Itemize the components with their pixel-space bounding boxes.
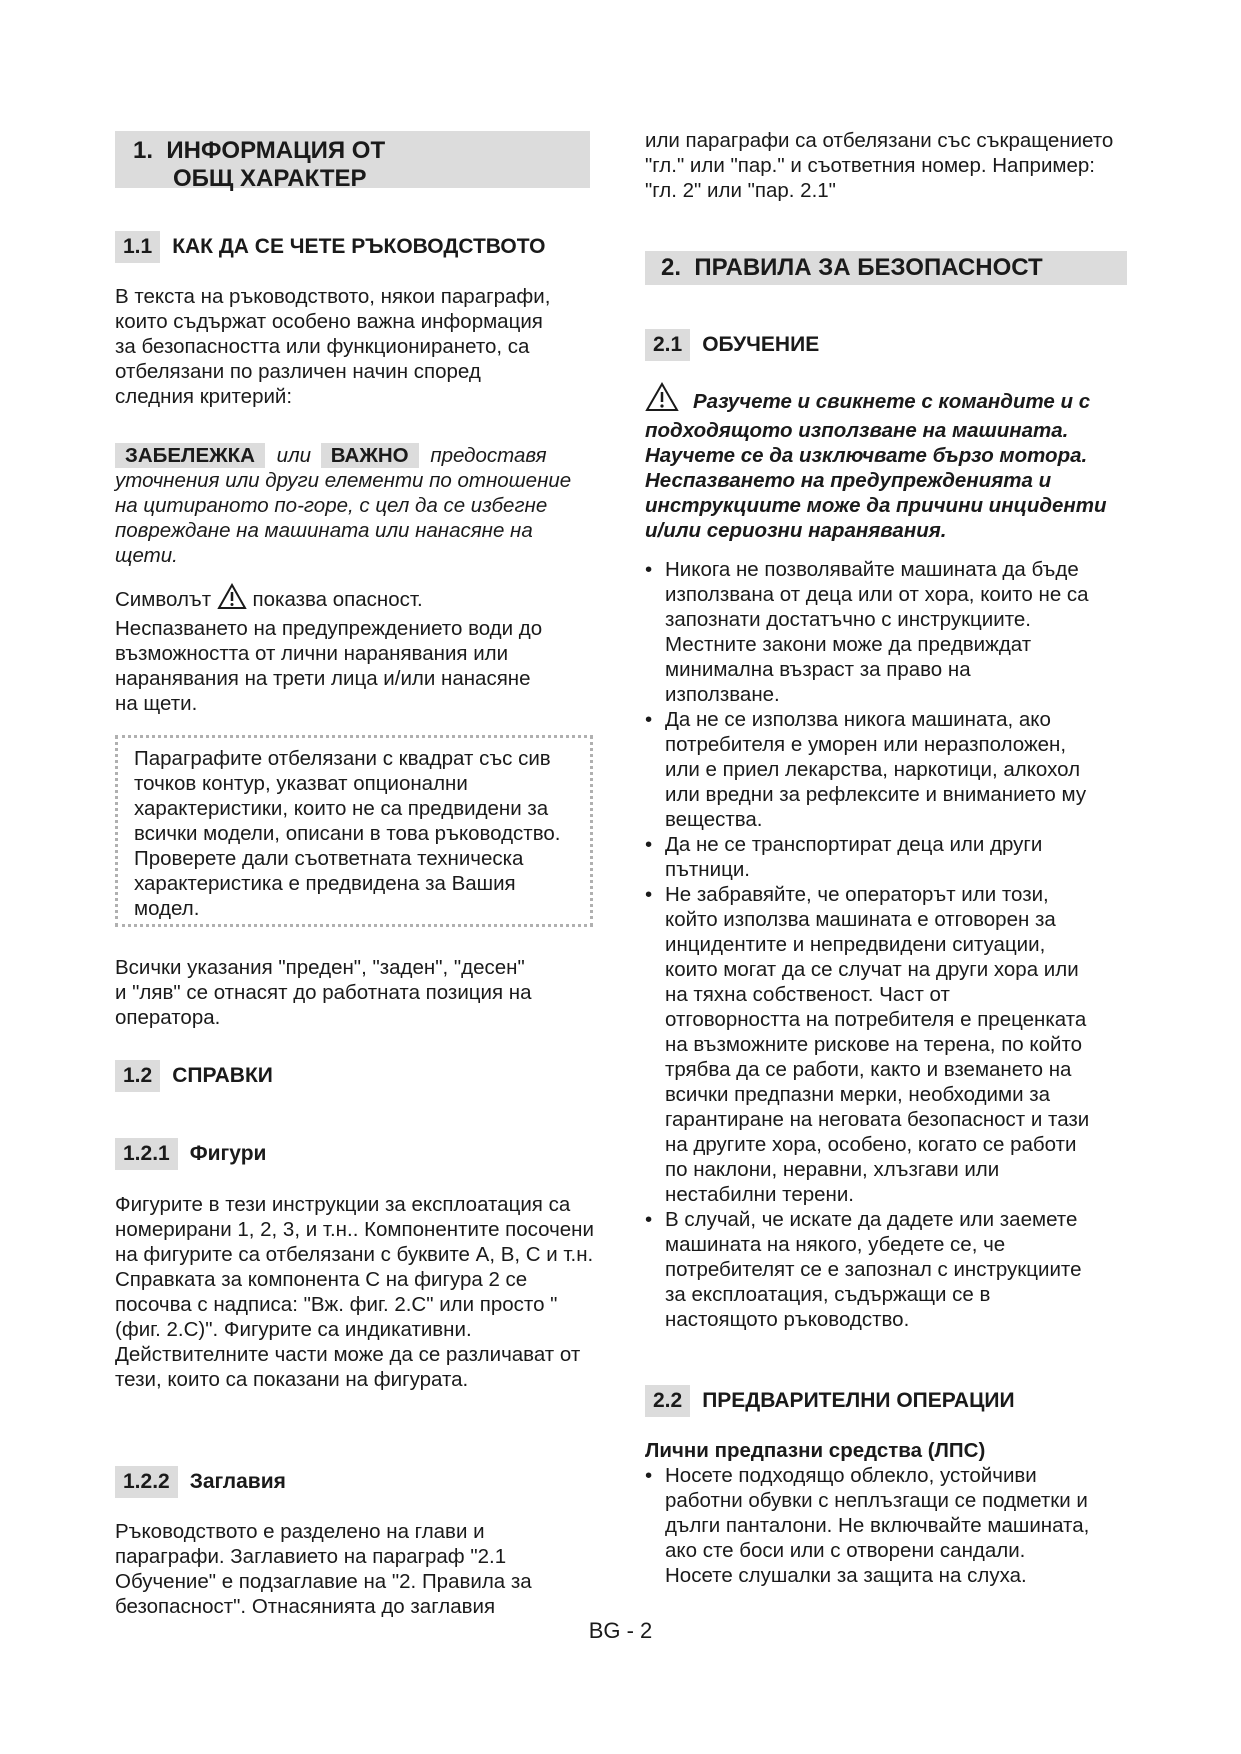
warning-triangle-icon (217, 583, 247, 616)
chapter-title-line1: ИНФОРМАЦИЯ ОТ (166, 137, 386, 164)
note-tag: ЗАБЕЛЕЖКА (115, 443, 265, 468)
section-title: ОБУЧЕНИЕ (702, 333, 820, 356)
symbol-paragraph (115, 583, 555, 716)
ppe-bullet-list (645, 1463, 1090, 1588)
warning-triangle-icon (645, 382, 679, 418)
section-number: 1.2.2 (115, 1466, 178, 1498)
list-item: • Никога не позволявайте машината да бъде използвана от деца или от хора, които не са запознати достатъчно с инструкциите. Местните закони може да предвиждат минимална възраст за право на използване. (645, 557, 1090, 707)
section-title: Фигури (189, 1142, 267, 1165)
symbol-rest: Неспазването на предупреждението води до възможността от лични наранявания или наранявания на трети лица и/или нанасяне на щети. (115, 617, 543, 715)
intro-paragraph: В текста на ръководството, някои параграфи, които съдържат особено важна информация за безопасността или функционирането, са отбелязани по различен начин според следния критерий: (115, 285, 551, 408)
directions-paragraph: Всички указания "преден", "заден", "десен" и "ляв" се отнасят до работната позиция на оператора. (115, 956, 532, 1029)
warning-paragraph (645, 382, 1125, 543)
section-2-1-heading (645, 329, 819, 361)
section-2-2-heading (645, 1385, 1015, 1417)
section-number: 1.2.1 (115, 1138, 178, 1170)
note-rest: уточнения или други елементи по отношение на цитираното по-горе, с цел да се избегне повреждане на машината или нанасяне на щети. (115, 469, 572, 567)
chapter-title-line2: ОБЩ ХАРАКТЕР (173, 165, 367, 192)
section-number: 2.2 (645, 1385, 690, 1417)
ppe-title: Лични предпазни средства (ЛПС) (645, 1439, 986, 1462)
optional-features-box (115, 735, 593, 927)
list-item: • Да не се транспортират деца или други пътници. (645, 832, 1090, 882)
section-number: 2.1 (645, 329, 690, 361)
chapter-number: 2. (661, 254, 682, 281)
list-item: • Носете подходящо облекло, устойчиви работни обувки с неплъзгащи се подметки и дълги панталони. Не включвайте машината, ако сте боси или с отворени сандали. Носете слушалки за защита на слуха. (645, 1463, 1090, 1588)
important-tag: ВАЖНО (321, 443, 419, 468)
section-number: 1.1 (115, 231, 160, 263)
list-item: • Не забравяйте, че операторът или този, който използва машината е отговорен за инцидентите и непредвидени ситуации, които могат да се случат на други хора или на тяхна собственост. Част от отговорността на потребителя е преценката на възможните рискове на терена, по който трябва да се работи, както и вземането на всички предпазни мерки, необходими за гарантиране на неговата безопасност и тази на другите хора, особено, когато се работи по наклони, неравни, хлъзгави или нестабилни терени. (645, 882, 1090, 1207)
titles-paragraph: Ръководството е разделено на глави и параграфи. Заглавието на параграф "2.1 Обучение" е подзаглавие на "2. Правила за безопасност". Отнасянията до заглавия (115, 1520, 532, 1618)
section-1-1-heading (115, 231, 545, 263)
section-title: ПРЕДВАРИТЕЛНИ ОПЕРАЦИИ (702, 1389, 1015, 1412)
page-number: BG - 2 (588, 1618, 653, 1643)
safety-bullet-list (645, 557, 1090, 1332)
optional-features-text: Параграфите отбелязани с квадрат със сив точков контур, указват опционални характеристики, които не са предвидени за всички модели, описани в това ръководство. Проверете дали съответната техническа характеристика е предвидена за Вашия модел. (134, 747, 561, 920)
chapter-title: ПРАВИЛА ЗА БЕЗОПАСНОСТ (694, 254, 1043, 281)
section-title: КАК ДА СЕ ЧЕТЕ РЪКОВОДСТВОТО (172, 235, 546, 258)
warning-text: Разучете и свикнете с командите и с подходящото използване на машината. Научете се да изключвате бързо мотора. Неспазването на предупрежденията и инструкциите може да причини инциденти и/или сериозни наранявания. (645, 390, 1107, 542)
list-item: • В случай, че искате да дадете или заемете машината на някого, убедете се, че потребителят се е запознал с инструкциите за експлоатация, съдържащи се в настоящото ръководство. (645, 1207, 1090, 1332)
symbol-after: показва опасност. (252, 588, 423, 611)
section-1-2-2-heading (115, 1466, 286, 1498)
section-number: 1.2 (115, 1060, 160, 1092)
section-title: СПРАВКИ (172, 1064, 273, 1087)
symbol-before: Символът (115, 588, 212, 611)
section-title: Заглавия (189, 1470, 286, 1493)
chapter-number: 1. (133, 137, 154, 164)
section-1-2-1-heading (115, 1138, 266, 1170)
chapter-1-heading (115, 131, 590, 192)
list-item: • Да не се използва никога машината, ако потребителя е уморен или неразположен, или е приел лекарства, наркотици, алкохол или вредни за рефлексите и вниманието му вещества. (645, 707, 1090, 832)
chapter-2-heading (645, 251, 1127, 285)
note-paragraph (115, 443, 590, 568)
note-provides: предоставя (430, 444, 547, 467)
figures-paragraph: Фигурите в тези инструкции за експлоатация са номерирани 1, 2, 3, и т.н.. Компонентите посочени на фигурите са отбелязани с буквите A, B, C и т.н. Справката за компонента C на фигура 2 се посочва с надписа: "Вж. фиг. 2.C" или просто "(фиг. 2.C)". Фигурите са индикативни. Действителните части може да се различават от тези, които са показани на фигурата. (115, 1193, 594, 1391)
section-1-2-heading (115, 1060, 273, 1092)
titles-continuation: или параграфи са отбелязани със съкращението "гл." или "пар." и съответния номер. Например: "гл. 2" или "пар. 2.1" (645, 129, 1114, 202)
note-or: или (276, 444, 312, 467)
